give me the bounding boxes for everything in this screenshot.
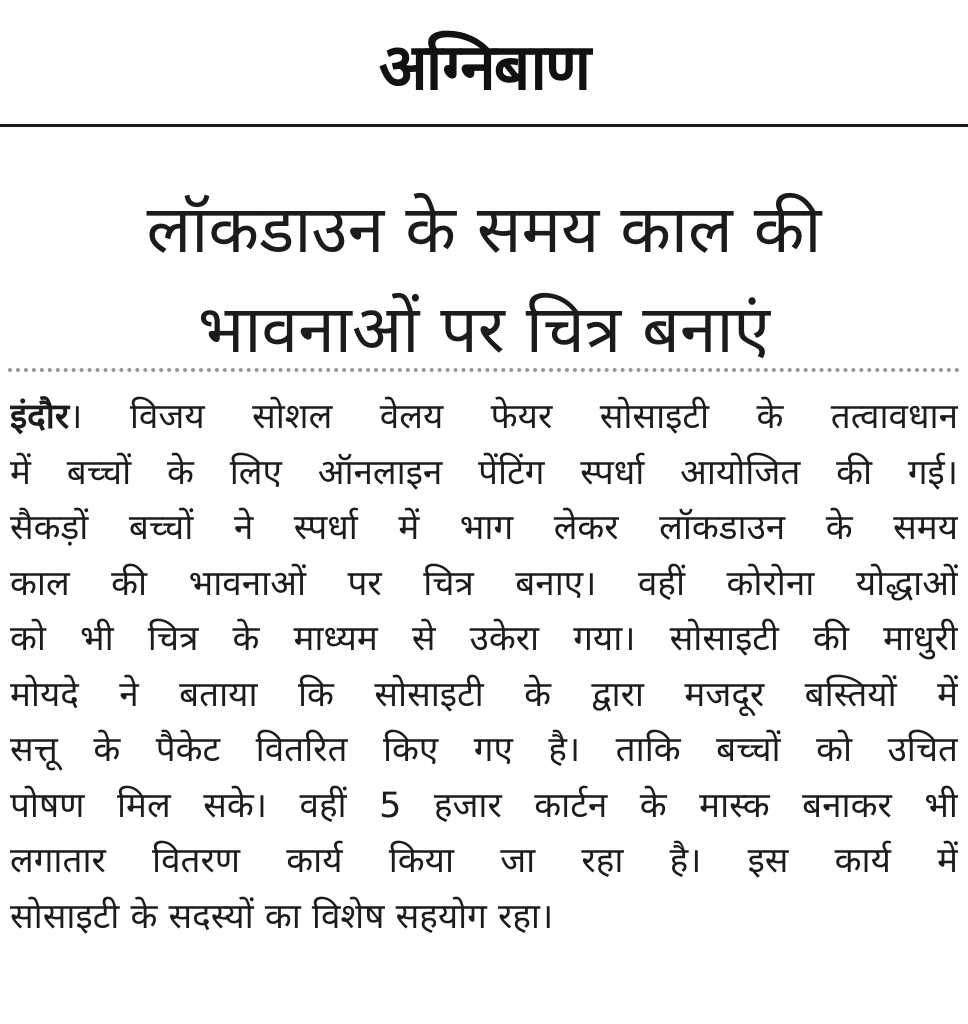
body-line-2: में बच्चों के लिए ऑनलाइन पेंटिंग स्पर्धा आयोजित की गई। [10, 452, 958, 493]
body-line-6: मोयदे ने बताया कि सोसाइटी के द्वारा मजदूर बस्तियों में [10, 674, 958, 715]
body-line-5: को भी चित्र के माध्यम से उकेरा गया। सोसाइटी की माधुरी [10, 619, 958, 659]
article-body [10, 390, 958, 945]
body-line-9: लगातार वितरण कार्य किया जा रहा है। इस कार्य में [10, 841, 958, 881]
body-line-3: सैकड़ों बच्चों ने स्पर्धा में भाग लेकर लॉकडाउन के समय [10, 508, 958, 548]
masthead-divider [0, 124, 968, 127]
body-line-7: सत्तू के पैकेट वितरित किए गए है। ताकि बच्चों को उचित [10, 730, 958, 770]
dotted-divider [8, 368, 960, 372]
newspaper-logo: अग्निबाण [378, 30, 590, 105]
body-line-10: सोसाइटी के सदस्यों का विशेष सहयोग रहा। [10, 896, 554, 937]
body-line-1 [10, 390, 958, 446]
body-line-4: काल की भावनाओं पर चित्र बनाए। वहीं कोरोना योद्धाओं [10, 563, 958, 604]
article-headline [0, 180, 968, 380]
headline-line-2: भावनाओं पर चित्र बनाएं [197, 291, 771, 368]
body-line-1-text: । विजय सोशल वेलय फेयर सोसाइटी के तत्वावधान [69, 397, 958, 437]
headline-line-1: लॉकडाउन के समय काल की [146, 191, 822, 268]
dateline: इंदौर [10, 397, 70, 437]
body-line-8: पोषण मिल सके। वहीं 5 हजार कार्टन के मास्क बनाकर भी [10, 785, 958, 826]
masthead [0, 0, 968, 126]
